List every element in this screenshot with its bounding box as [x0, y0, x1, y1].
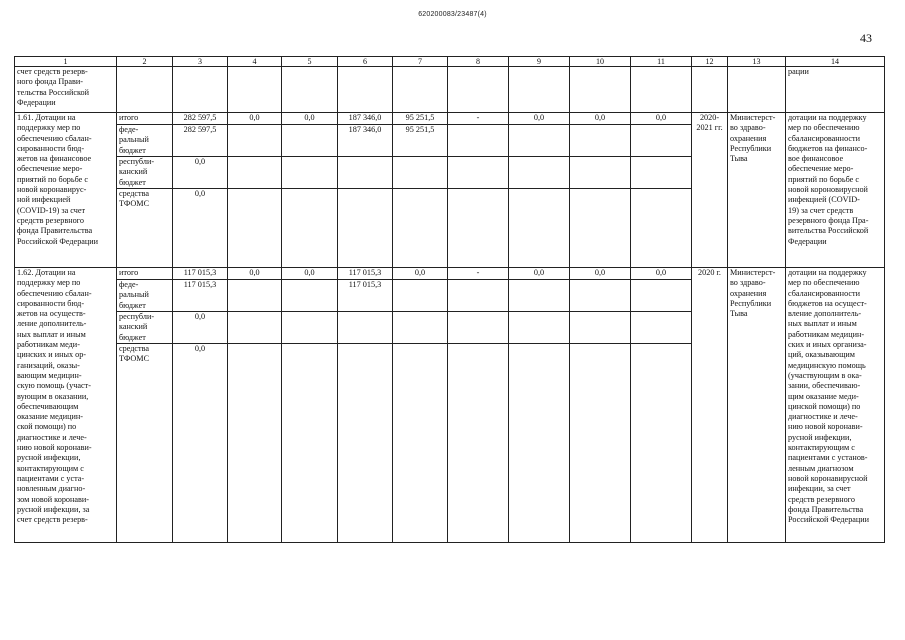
column-number: 13 [728, 57, 786, 67]
column-number: 3 [173, 57, 228, 67]
amount-cell: 117 015,3 [173, 268, 228, 280]
amount-cell: 0,0 [282, 268, 338, 280]
column-number: 7 [393, 57, 448, 67]
column-number: 12 [692, 57, 728, 67]
column-number: 8 [448, 57, 509, 67]
amount-cell: - [448, 268, 509, 280]
amount-cell: 117 015,3 [173, 280, 228, 312]
amount-cell: 95 251,5 [393, 113, 448, 125]
amount-cell: 0,0 [282, 113, 338, 125]
amount-cell: 282 597,5 [173, 125, 228, 157]
amount-cell: 187 346,0 [338, 113, 393, 125]
amount-cell: 187 346,0 [338, 125, 393, 157]
executor-cell: Министерст- во здраво- охранения Республики Тыва [728, 268, 786, 543]
amount-cell: 0,0 [631, 113, 692, 125]
amount-cell: - [448, 113, 509, 125]
funding-source: средства ТФОМС [117, 189, 173, 268]
page-number: 43 [860, 31, 872, 45]
amount-cell: 0,0 [173, 157, 228, 189]
funding-source: республи- канский бюджет [117, 312, 173, 344]
amount-cell: 0,0 [173, 344, 228, 543]
amount-cell: 117 015,3 [338, 280, 393, 312]
column-number: 6 [338, 57, 393, 67]
amount-cell: 0,0 [173, 312, 228, 344]
table-row [15, 268, 885, 280]
funding-source: феде- ральный бюджет [117, 280, 173, 312]
amount-cell: 0,0 [509, 268, 570, 280]
column-number: 5 [282, 57, 338, 67]
activity-name: 1.61. Дотации на поддержку мер по обеспечению сбалан- сированности бюд- жетов на финансовое обеспечение меро- приятий по борьбе с новой коронавирус- ной инфекцией (COVID-19) за счет средств резервного фонда Правительства Российской Федерации [15, 113, 117, 268]
amount-cell: 95 251,5 [393, 125, 448, 157]
amount-cell: 0,0 [509, 113, 570, 125]
goal-cell: дотации на поддержку мер по обеспечению сбалансированности бюджетов на осущест- вление дополнитель- ных выплат и иным работникам медицин- ских и иных организа- ций, оказывающим медицинскую помощь (участвующим в ока- зании, обеспечиваю- щим оказание меди- цинской помощи) по диагностике и лече- нию новой коронави- русной инфекции, контактирующим с пациентами с установ- ленным диагнозом новой коронавирусной инфекции, за счет средств резервного фонда Правительства Российской Федерации [786, 268, 885, 543]
column-number: 11 [631, 57, 692, 67]
activity-name: счет средств резерв- ного фонда Прави- тельства Российской Федерации [15, 67, 117, 113]
funding-source: итого [117, 113, 173, 125]
column-number: 9 [509, 57, 570, 67]
document-id: 620200083/23487(4) [418, 11, 487, 18]
amount-cell: 282 597,5 [173, 113, 228, 125]
column-number-row [15, 57, 885, 67]
budget-table [14, 56, 885, 543]
amount-cell: 0,0 [570, 268, 631, 280]
amount-cell: 0,0 [228, 268, 282, 280]
column-number: 1 [15, 57, 117, 67]
activity-name: 1.62. Дотации на поддержку мер по обеспечению сбалан- сированности бюд- жетов на осуществ- ление дополнитель- ных выплат и иным работникам меди- цинских и иных ор- ганизаций, оказы- вающим медицин- скую помощь (участ- вующим в оказании, обеспечивающим оказание медицин- ской помощи) по диагностике и лече- нию новой коронави- русной инфекции, контактирующим с пациентами с уста- новленным диагно- зом новой коронави- русной инфекции, за счет средств резерв- [15, 268, 117, 543]
column-number: 14 [786, 57, 885, 67]
column-number: 10 [570, 57, 631, 67]
funding-source: феде- ральный бюджет [117, 125, 173, 157]
funding-source: республи- канский бюджет [117, 157, 173, 189]
amount-cell: 117 015,3 [338, 268, 393, 280]
amount-cell: 0,0 [173, 189, 228, 268]
term-cell: 2020- 2021 гг. [692, 113, 728, 268]
amount-cell: 0,0 [393, 268, 448, 280]
column-number: 2 [117, 57, 173, 67]
amount-cell: 0,0 [631, 268, 692, 280]
funding-source: средства ТФОМС [117, 344, 173, 543]
term-cell: 2020 г. [692, 268, 728, 543]
executor-cell: Министерст- во здраво- охранения Республики Тыва [728, 113, 786, 268]
funding-source: итого [117, 268, 173, 280]
table-row [15, 113, 885, 125]
column-number: 4 [228, 57, 282, 67]
amount-cell: 0,0 [570, 113, 631, 125]
amount-cell: 0,0 [228, 113, 282, 125]
goal-cell: дотации на поддержку мер по обеспечению сбалансированности бюджетов на финансо- вое финансовое обеспечение меро- приятий по борьбе с новой короновирусной инфекцией (COVID- 19) за счет средств резервного фонда Пра- вительства Российской Федерации [786, 113, 885, 268]
continuation-row [15, 67, 885, 113]
activity-goal: рации [786, 67, 885, 113]
